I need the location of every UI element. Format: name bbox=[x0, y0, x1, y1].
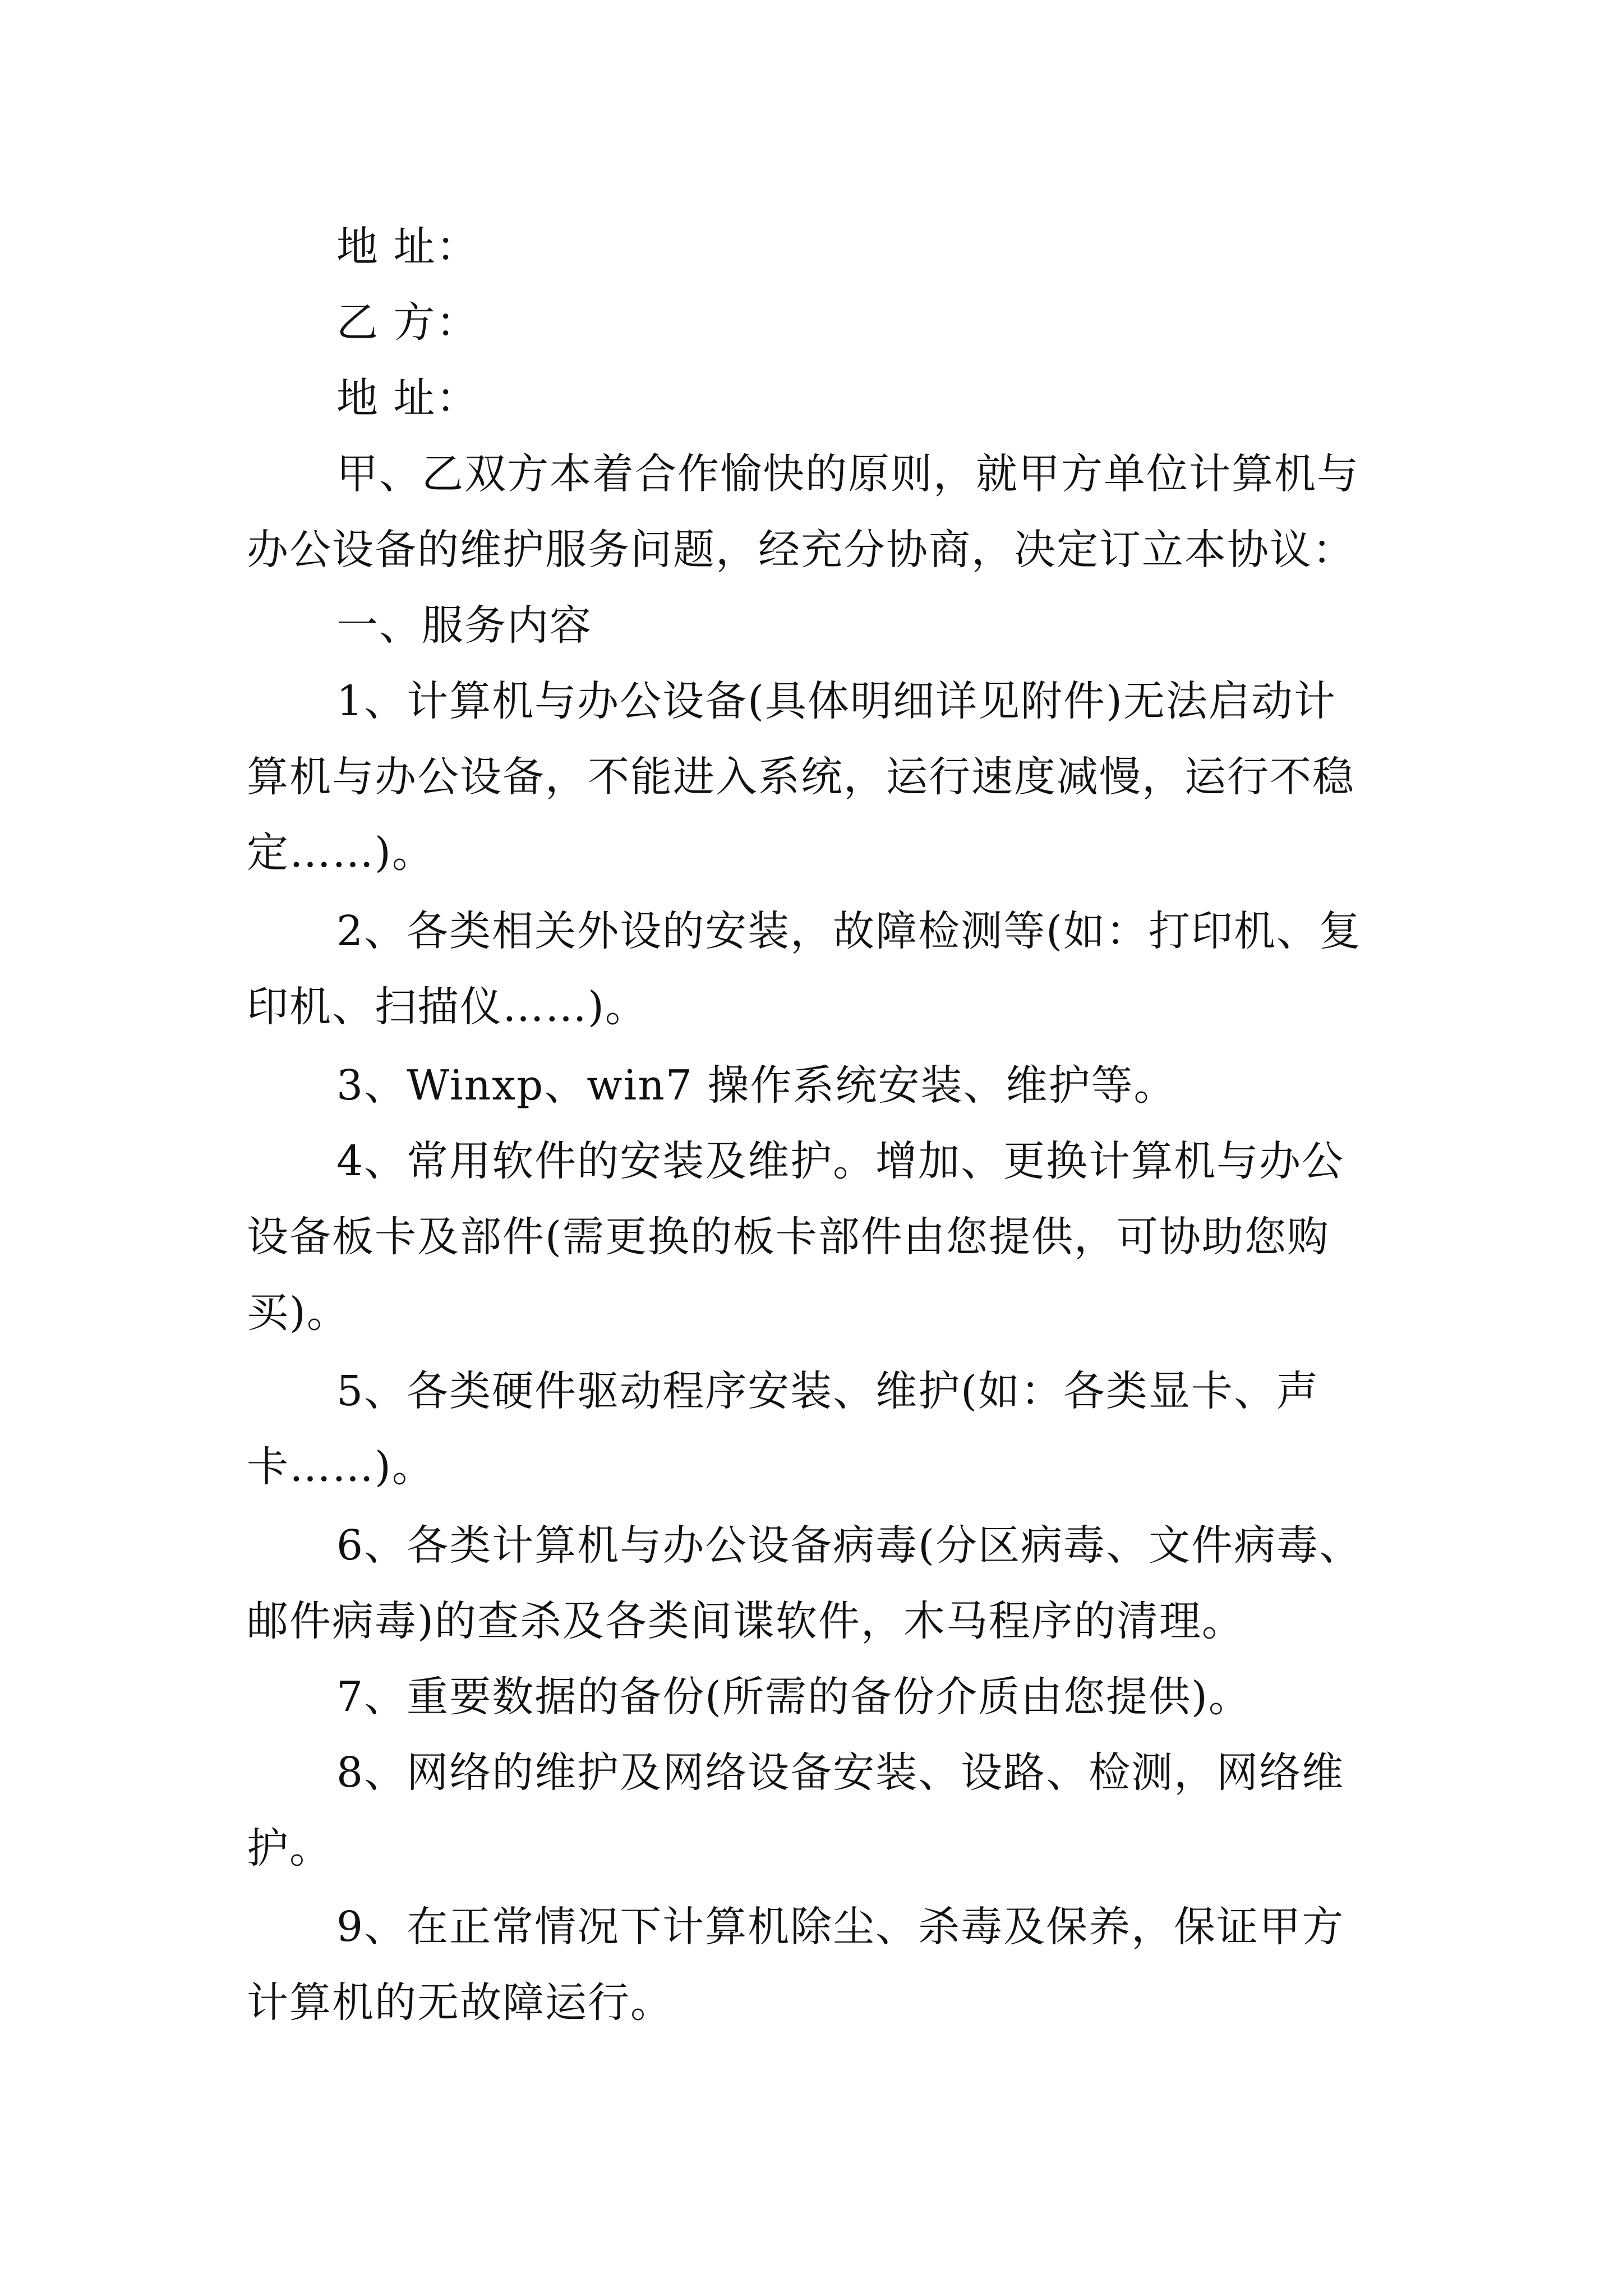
party-b-address-label: 地 址： bbox=[336, 374, 479, 422]
item-5-line-1: 5、各类硬件驱动程序安装、维护(如：各类显卡、声 bbox=[336, 1367, 1319, 1415]
item-6-line-2: 邮件病毒)的查杀及各类间谍软件，木马程序的清理。 bbox=[247, 1597, 1244, 1645]
item-9-line-2: 计算机的无故障运行。 bbox=[247, 1978, 673, 2027]
item-2-line-2: 印机、扫描仪……)。 bbox=[247, 983, 648, 1031]
item-6-line-1: 6、各类计算机与办公设备病毒(分区病毒、文件病毒、 bbox=[336, 1521, 1362, 1570]
section-heading: 一、服务内容 bbox=[336, 601, 592, 650]
item-1-line-2: 算机与办公设备，不能进入系统，运行速度减慢，运行不稳 bbox=[247, 753, 1355, 801]
item-8-line-1: 8、网络的维护及网络设备安装、设路、检测，网络维 bbox=[336, 1749, 1345, 1797]
item-4-line-1: 4、常用软件的安装及维护。增加、更换计算机与办公 bbox=[336, 1137, 1345, 1185]
item-1-line-1: 1、计算机与办公设备(具体明细详见附件)无法启动计 bbox=[336, 677, 1336, 725]
item-9-line-1: 9、在正常情况下计算机除尘、杀毒及保养，保证甲方 bbox=[336, 1903, 1345, 1951]
preamble-line-1: 甲、乙双方本着合作愉快的原则，就甲方单位计算机与 bbox=[336, 450, 1359, 498]
item-8-line-2: 护。 bbox=[247, 1824, 332, 1872]
party-b-label: 乙 方： bbox=[336, 298, 479, 347]
item-1-line-3: 定……)。 bbox=[247, 829, 435, 877]
item-4-line-2: 设备板卡及部件(需更换的板卡部件由您提供，可协助您购 bbox=[247, 1213, 1330, 1261]
item-5-line-2: 卡……)。 bbox=[247, 1443, 435, 1491]
item-7-line-1: 7、重要数据的备份(所需的备份介质由您提供)。 bbox=[336, 1673, 1251, 1721]
item-3-line-1: 3、Winxp、win7 操作系统安装、维护等。 bbox=[336, 1061, 1177, 1110]
preamble-line-2: 办公设备的维护服务问题，经充分协商，决定订立本协议： bbox=[247, 526, 1355, 574]
item-4-line-3: 买)。 bbox=[247, 1289, 349, 1337]
item-2-line-1: 2、各类相关外设的安装，故障检测等(如：打印机、复 bbox=[336, 907, 1362, 955]
party-a-address-label: 地 址： bbox=[336, 223, 479, 271]
